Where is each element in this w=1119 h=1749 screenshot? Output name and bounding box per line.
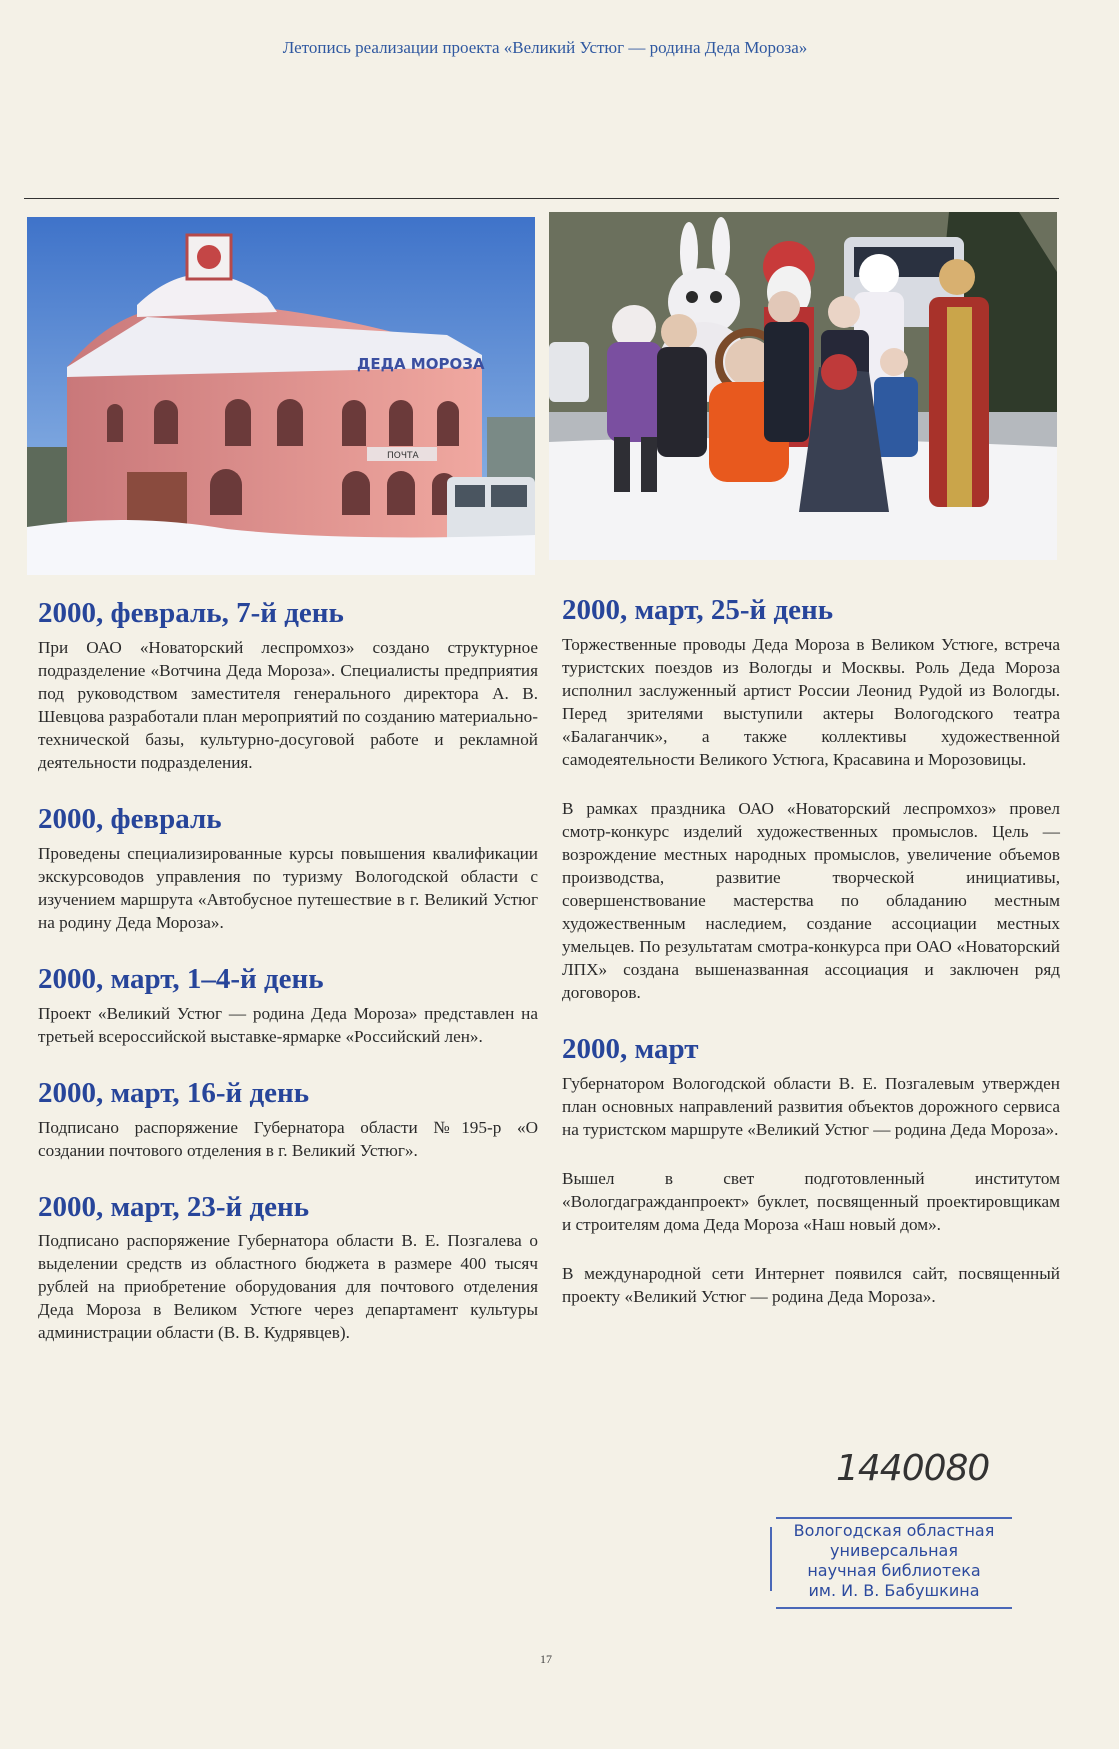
entry-text: Вышел в свет подготовленный институтом «Вологдагражданпроект» буклет, посвященный проектировщикам и строителям дома Деда Мороза «Наш новый дом». (562, 1168, 1060, 1234)
entry-date: 2000, февраль (38, 802, 222, 835)
entry-text: При ОАО «Новаторский леспромхоз» создано структурное подразделение «Вотчина Деда Мороза». Специалисты предприятия под руководством заместителя генерального директора А. В. Шевцова разработали план мероприятий по созданию материально-технической базы, культурно-досуговой работе и рекламной деятельности подразделения. (38, 637, 538, 772)
entry-text: В рамках праздника ОАО «Новаторский леспромхоз» провел смотр-конкурс изделий художественных промыслов. Цель — возрождение местных народных промыслов, увеличение объемов производства, развитие творческой инициативы, совершенствование мастерства по обладанию местным художественным наследием, создание ассоциации местных умельцев. По результатам смотра-конкурса при ОАО «Новаторский ЛПХ» создана вышеназванная ассоциация и заключен ряд договоров. (562, 798, 1060, 1002)
entry-text: Губернатором Вологодской области В. Е. Позгалевым утвержден план основных направлений развития объектов дорожного сервиса на туристском маршруте «Великий Устюг — родина Деда Мороза». (562, 1073, 1060, 1139)
entry-date: 2000, февраль, 7-й день (38, 597, 344, 629)
entry (38, 1078, 538, 1162)
entry-date: 2000, март, 25-й день (562, 594, 834, 626)
stamp-line: универсальная (830, 1541, 958, 1560)
entry-text: Подписано распоряжение Губернатора области В. Е. Позгалева о выделении средств из областного бюджета в размере 400 тысяч рублей на приобретение оборудования для почтового отделения Деда Мороза в Великом Устюге через департамент культуры администрации области (В. В. Кудрявцев). (38, 1231, 538, 1343)
stamp-line: им. И. В. Бабушкина (808, 1581, 980, 1600)
entry-text: Проведены специализированные курсы повышения квалификации экскурсоводов управления по туризму Вологодской области с изучением маршрута «Автобусное путешествие в г. Великий Устюг на родину Деда Мороза». (38, 843, 538, 932)
entry-text: Торжественные проводы Деда Мороза в Великом Устюге, встреча туристских поездов из Вологды и Москвы. Роль Деда Мороза исполнил заслуженный артист России Леонид Рудой из Вологды. Перед зрителями выступили актеры Вологодского театра «Балаганчик», а также коллективы художественной самодеятельности Великого Устюга, Красавина и Морозовицы. (562, 634, 1060, 769)
entry (562, 1034, 1060, 1308)
entry-date: 2000, март, 16-й день (38, 1076, 310, 1109)
sign-pochta: ПОЧТА (387, 451, 419, 461)
sign-ded-moroza: ДЕДА МОРОЗА (357, 355, 485, 373)
entry-date: 2000, март, 1–4-й день (38, 962, 324, 995)
page-number: 17 (540, 1652, 552, 1666)
photo-post-office (27, 217, 535, 575)
right-column (562, 595, 1060, 1308)
entry-text: В международной сети Интернет появился сайт, посвященный проекту «Великий Устюг — родина Деда Мороза». (562, 1263, 1060, 1306)
stamp-line: Вологодская областная (793, 1521, 995, 1540)
entry-date: 2000, март (562, 1032, 699, 1065)
page-header: Летопись реализации проекта «Великий Устюг — родина Деда Мороза» (282, 38, 808, 57)
library-stamp (776, 1517, 1012, 1609)
entry-date: 2000, март, 23-й день (38, 1190, 310, 1223)
photo-children-ded-moroz (549, 212, 1057, 560)
entry (562, 595, 1060, 1004)
entry-text: Проект «Великий Устюг — родина Деда Мороза» представлен на третьей всероссийской выставке-ярмарке «Российский лен». (38, 1003, 538, 1046)
accession-number: 1440080 (836, 1448, 990, 1489)
stamp-line: научная библиотека (807, 1561, 981, 1580)
entry (38, 598, 538, 774)
entry-text: Подписано распоряжение Губернатора области №195-р «О создании почтового отделения в г. Великий Устюг». (38, 1117, 538, 1160)
entry (38, 1192, 538, 1345)
header-divider (24, 198, 1059, 199)
entry (38, 804, 538, 934)
left-column (38, 598, 538, 1344)
entry (38, 964, 538, 1048)
